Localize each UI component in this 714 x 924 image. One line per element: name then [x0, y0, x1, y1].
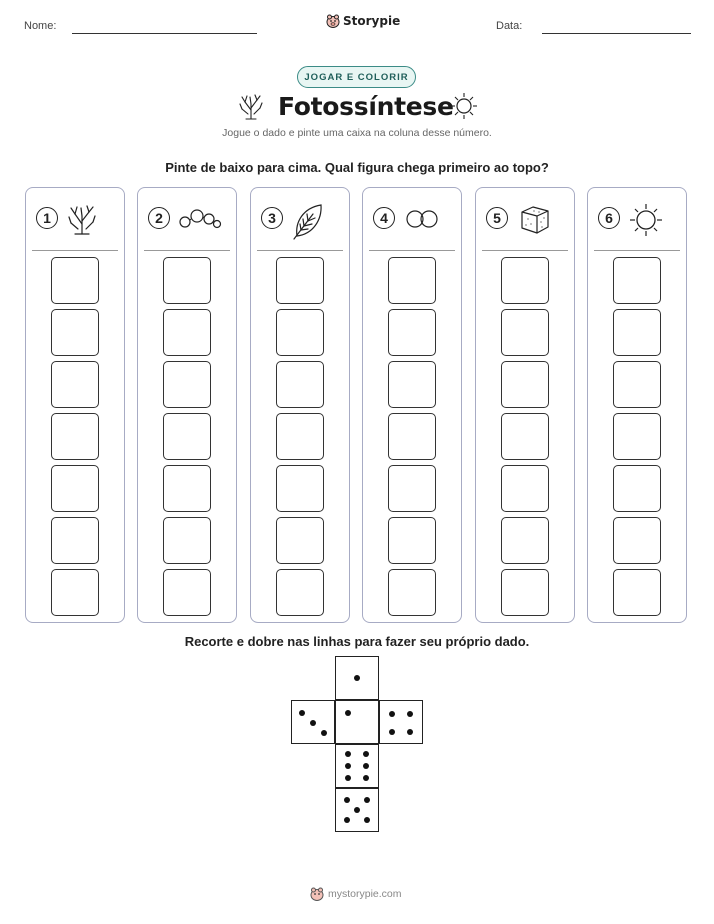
color-box[interactable] — [388, 309, 436, 356]
die-pip — [345, 751, 351, 757]
column-5 — [475, 187, 575, 623]
die-pip — [354, 807, 360, 813]
column-number: 2 — [148, 207, 170, 229]
name-line[interactable] — [72, 33, 257, 34]
color-box[interactable] — [501, 361, 549, 408]
footer — [310, 887, 402, 901]
column-divider — [369, 250, 455, 251]
date-label: Data: — [496, 20, 523, 32]
coral-icon — [66, 202, 98, 236]
color-box[interactable] — [51, 413, 99, 460]
die-face-6 — [335, 744, 379, 788]
brand-logo — [326, 14, 400, 28]
column-number: 1 — [36, 207, 58, 229]
color-box[interactable] — [163, 309, 211, 356]
color-box[interactable] — [163, 257, 211, 304]
die-pip — [344, 797, 350, 803]
die-pip — [345, 763, 351, 769]
color-box[interactable] — [501, 413, 549, 460]
color-box[interactable] — [613, 465, 661, 512]
color-box[interactable] — [501, 309, 549, 356]
sun-icon — [450, 92, 478, 120]
color-box[interactable] — [163, 569, 211, 616]
die-pip — [407, 729, 413, 735]
column-instruction: Pinte de baixo para cima. Qual figura chega primeiro ao topo? — [165, 160, 549, 175]
pig-mascot-icon — [326, 14, 340, 28]
double-circle-icon — [403, 202, 443, 236]
column-divider — [32, 250, 118, 251]
color-box[interactable] — [613, 257, 661, 304]
color-box[interactable] — [388, 517, 436, 564]
die-pip — [321, 730, 327, 736]
color-box[interactable] — [51, 517, 99, 564]
die-face-3 — [291, 700, 335, 744]
color-box[interactable] — [51, 309, 99, 356]
column-divider — [144, 250, 230, 251]
color-box[interactable] — [501, 517, 549, 564]
page-title: Fotossíntese — [278, 92, 454, 121]
color-box[interactable] — [163, 465, 211, 512]
die-face-4 — [379, 700, 423, 744]
color-box[interactable] — [51, 569, 99, 616]
die-face-1 — [335, 656, 379, 700]
die-pip — [299, 710, 305, 716]
die-face-1 — [335, 700, 379, 744]
color-box[interactable] — [388, 361, 436, 408]
footer-url[interactable]: mystorypie.com — [328, 888, 402, 900]
color-box[interactable] — [613, 569, 661, 616]
column-3 — [250, 187, 350, 623]
leaf-icon — [291, 202, 325, 240]
color-box[interactable] — [388, 569, 436, 616]
column-number: 3 — [261, 207, 283, 229]
die-pip — [364, 817, 370, 823]
die-pip — [354, 675, 360, 681]
color-box[interactable] — [163, 413, 211, 460]
column-6 — [587, 187, 687, 623]
column-number: 5 — [486, 207, 508, 229]
color-box[interactable] — [276, 361, 324, 408]
die-pip — [389, 711, 395, 717]
color-box[interactable] — [388, 257, 436, 304]
color-box[interactable] — [388, 465, 436, 512]
name-label: Nome: — [24, 20, 57, 32]
column-4 — [362, 187, 462, 623]
activity-badge: JOGAR E COLORIR — [297, 66, 416, 88]
color-box[interactable] — [51, 361, 99, 408]
color-box[interactable] — [276, 465, 324, 512]
column-1 — [25, 187, 125, 623]
color-box[interactable] — [613, 413, 661, 460]
dice-instruction: Recorte e dobre nas linhas para fazer seu próprio dado. — [184, 634, 530, 649]
column-divider — [257, 250, 343, 251]
color-box[interactable] — [163, 361, 211, 408]
color-box[interactable] — [613, 517, 661, 564]
column-divider — [482, 250, 568, 251]
color-box[interactable] — [51, 465, 99, 512]
coral-icon — [238, 92, 264, 120]
die-pip — [363, 763, 369, 769]
color-box[interactable] — [276, 517, 324, 564]
color-box[interactable] — [501, 569, 549, 616]
color-box[interactable] — [501, 465, 549, 512]
die-pip — [344, 817, 350, 823]
column-divider — [594, 250, 680, 251]
color-box[interactable] — [388, 413, 436, 460]
color-box[interactable] — [613, 309, 661, 356]
date-line[interactable] — [542, 33, 691, 34]
color-box[interactable] — [276, 309, 324, 356]
subtitle: Jogue o dado e pinte uma caixa na coluna desse número. — [222, 127, 492, 139]
molecule-chain-icon — [178, 202, 222, 236]
die-pip — [345, 775, 351, 781]
die-pip — [364, 797, 370, 803]
die-pip — [389, 729, 395, 735]
sun-icon — [628, 202, 664, 238]
color-box[interactable] — [276, 257, 324, 304]
die-pip — [407, 711, 413, 717]
column-number: 4 — [373, 207, 395, 229]
die-pip — [345, 710, 351, 716]
die-pip — [363, 775, 369, 781]
die-face-5 — [335, 788, 379, 832]
sugar-cube-icon — [516, 202, 552, 236]
column-number: 6 — [598, 207, 620, 229]
color-box[interactable] — [51, 257, 99, 304]
color-box[interactable] — [501, 257, 549, 304]
column-2 — [137, 187, 237, 623]
brand-name: Storypie — [343, 14, 401, 28]
color-box[interactable] — [163, 517, 211, 564]
color-box[interactable] — [613, 361, 661, 408]
die-pip — [310, 720, 316, 726]
color-box[interactable] — [276, 413, 324, 460]
pig-mascot-icon — [310, 887, 324, 901]
die-pip — [363, 751, 369, 757]
color-box[interactable] — [276, 569, 324, 616]
